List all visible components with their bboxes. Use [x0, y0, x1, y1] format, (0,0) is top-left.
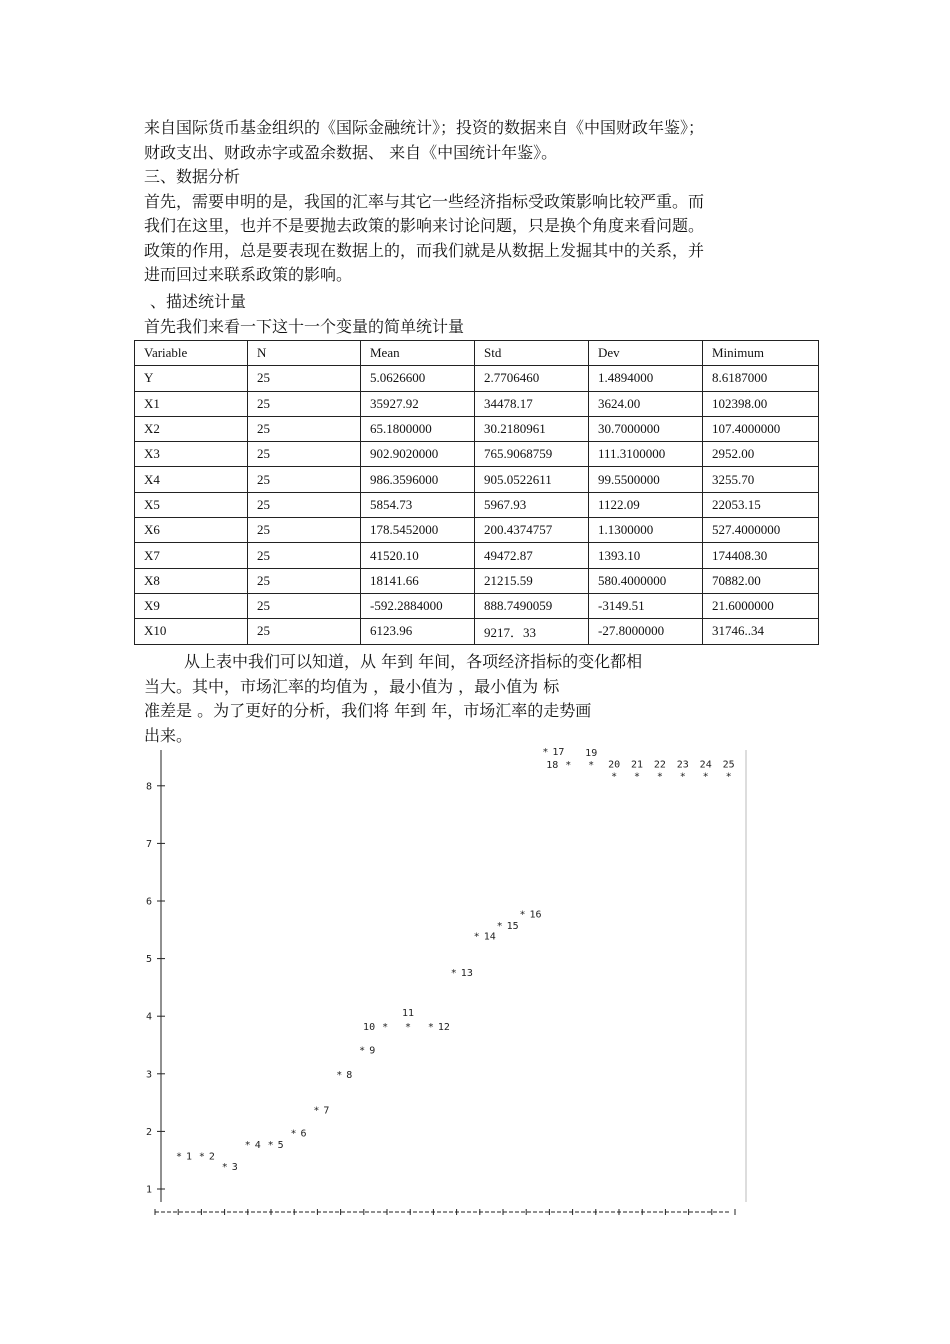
table-cell: 111.3100000: [589, 442, 703, 467]
table-cell: 21215.59: [475, 568, 589, 593]
table-cell: 35927.92: [361, 391, 475, 416]
data-point-marker: *: [198, 1151, 205, 1163]
data-point-marker: *: [565, 759, 572, 771]
data-point-label: 4: [254, 1140, 261, 1152]
table-row: [135, 467, 819, 492]
data-point-marker: *: [679, 771, 686, 783]
header-cell: Dev: [589, 341, 703, 366]
data-point-label: 5: [277, 1140, 284, 1152]
data-point-marker: *: [244, 1140, 251, 1152]
data-point-marker: *: [267, 1140, 274, 1152]
table-cell: 3255.70: [703, 467, 819, 492]
table-cell: X1: [135, 391, 248, 416]
analysis-paragraph: [144, 650, 808, 748]
data-point-marker: *: [221, 1161, 228, 1173]
table-cell: 986.3596000: [361, 467, 475, 492]
analysis-line: 准差是 。为了更好的分析，我们将 年到 年，市场汇率的走势画: [144, 701, 592, 720]
table-row: [135, 568, 819, 593]
data-point-label: 6: [300, 1128, 307, 1140]
table-cell: 49472.87: [475, 543, 589, 568]
analysis-line: 当大。其中，市场汇率的均值为 ，最小值为 ，最小值为 标: [144, 676, 560, 696]
data-point-marker: *: [336, 1069, 343, 1081]
data-point-marker: *: [382, 1021, 389, 1033]
data-point-label: 14: [483, 931, 496, 943]
table-cell: 31746..34: [703, 619, 819, 644]
body-line: 首先，需要申明的是，我国的汇率与其它一些经济指标受政策影响比较严重。而: [144, 191, 705, 211]
table-cell: 25: [248, 518, 361, 543]
table-header-row: [135, 341, 819, 366]
data-point-label: 21: [630, 759, 644, 771]
table-cell: X2: [135, 416, 248, 441]
table-row: [135, 492, 819, 517]
data-point-label: 17: [552, 747, 565, 759]
table-cell: 3624.00: [589, 391, 703, 416]
table-cell: 1393.10: [589, 543, 703, 568]
data-point-label: 18: [546, 759, 559, 771]
analysis-line: 出来。: [144, 725, 193, 745]
intro-line: 来自国际货币基金组织的《国际金融统计》；投资的数据来自《中国财政年鉴》；: [144, 118, 705, 137]
header-cell: Minimum: [703, 341, 819, 366]
subsection: [144, 290, 808, 339]
table-cell: X4: [135, 467, 248, 492]
data-point-marker: *: [702, 771, 709, 783]
data-point-marker: *: [588, 759, 595, 771]
table-cell: 25: [248, 416, 361, 441]
table-row: [135, 442, 819, 467]
table-cell: 99.5500000: [589, 467, 703, 492]
y-tick-label: 7: [145, 838, 152, 850]
header-cell: Mean: [361, 341, 475, 366]
table-cell: 34478.17: [475, 391, 589, 416]
table-lead: 首先我们来看一下这十一个变量的简单统计量: [144, 316, 465, 336]
data-point-label: 19: [585, 747, 598, 759]
table-row: [135, 391, 819, 416]
data-point-marker: *: [175, 1151, 183, 1163]
table-cell: 5854.73: [361, 492, 475, 517]
data-point-label: 22: [653, 759, 666, 771]
table-cell: 2.7706460: [475, 366, 589, 391]
header-cell: N: [248, 341, 361, 366]
data-point-marker: *: [725, 771, 732, 783]
data-point-marker: *: [542, 747, 549, 759]
table-cell: 102398.00: [703, 391, 819, 416]
body-line: 我们在这里，也并不是要抛去政策的影响来讨论问题，只是换个角度来看问题。: [144, 216, 705, 235]
table-cell: 6123.96: [361, 619, 475, 644]
data-point-marker: *: [450, 967, 457, 979]
table-cell: X6: [135, 518, 248, 543]
table-cell: 1122.09: [589, 492, 703, 517]
data-point-marker: *: [633, 771, 641, 783]
data-point-label: 10: [363, 1021, 376, 1033]
data-point-label: 25: [722, 759, 735, 771]
table-cell: 25: [248, 492, 361, 517]
data-point-marker: *: [290, 1128, 297, 1140]
y-tick-label: 1: [145, 1184, 152, 1196]
table-body: [135, 366, 819, 644]
data-point-marker: *: [519, 909, 526, 921]
data-point-label: 8: [346, 1069, 353, 1081]
section-3: [144, 165, 808, 288]
data-point-label: 11: [401, 1007, 415, 1019]
data-point-marker: *: [359, 1045, 366, 1057]
table-cell: X9: [135, 593, 248, 618]
table-cell: 765.9068759: [475, 442, 589, 467]
table-cell: 200.4374757: [475, 518, 589, 543]
table-cell: 2952.00: [703, 442, 819, 467]
table-cell: 1.4894000: [589, 366, 703, 391]
table-cell: 902.9020000: [361, 442, 475, 467]
table-cell: -592.2884000: [361, 593, 475, 618]
table-row: [135, 366, 819, 391]
table-cell: 70882.00: [703, 568, 819, 593]
table-cell: Y: [135, 366, 248, 391]
data-point-label: 15: [506, 921, 519, 933]
y-tick-label: 8: [145, 781, 152, 793]
table-cell: 580.4000000: [589, 568, 703, 593]
table-cell: 1.1300000: [589, 518, 703, 543]
data-point-label: 3: [231, 1161, 238, 1173]
table-cell: X10: [135, 619, 248, 644]
y-tick-label: 6: [145, 896, 152, 908]
table-cell: X5: [135, 492, 248, 517]
analysis-line: 从上表中我们可以知道，从 年到 年间，各项经济指标的变化都相: [184, 652, 643, 671]
y-tick-label: 4: [145, 1011, 152, 1023]
data-point-label: 16: [529, 909, 542, 921]
data-point-label: 7: [323, 1105, 330, 1117]
table-cell: 9217．33: [475, 619, 589, 644]
table-cell: 18141.66: [361, 568, 475, 593]
y-tick-label: 3: [145, 1069, 152, 1081]
data-point-marker: *: [496, 921, 503, 933]
table-row: [135, 593, 819, 618]
statistics-table: [134, 340, 819, 645]
table-cell: 107.4000000: [703, 416, 819, 441]
header-cell: Std: [475, 341, 589, 366]
table-cell: 41520.10: [361, 543, 475, 568]
table-cell: 174408.30: [703, 543, 819, 568]
intro-paragraph: [144, 116, 808, 165]
table-cell: 25: [248, 366, 361, 391]
data-point-label: 1: [186, 1151, 193, 1163]
table-cell: -3149.51: [589, 593, 703, 618]
table-row: [135, 543, 819, 568]
table-cell: 8.6187000: [703, 366, 819, 391]
table-row: [135, 518, 819, 543]
data-point-label: 13: [460, 967, 473, 979]
table-cell: 30.7000000: [589, 416, 703, 441]
body-line: 政策的作用，总是要表现在数据上的，而我们就是从数据上发掘其中的关系，并: [144, 240, 705, 260]
section-heading: 三、数据分析: [144, 167, 241, 186]
table-cell: 25: [248, 467, 361, 492]
intro-line: 财政支出、财政赤字或盈余数据、 来自《中国统计年鉴》。: [144, 142, 558, 162]
table-cell: 30.2180961: [475, 416, 589, 441]
table-cell: 25: [248, 593, 361, 618]
data-point-marker: *: [473, 931, 480, 943]
table-cell: 178.5452000: [361, 518, 475, 543]
table-row: [135, 416, 819, 441]
table-cell: 65.1800000: [361, 416, 475, 441]
table-cell: 21.6000000: [703, 593, 819, 618]
table-cell: 888.7490059: [475, 593, 589, 618]
table-cell: 25: [248, 568, 361, 593]
table-cell: 22053.15: [703, 492, 819, 517]
data-point-label: 12: [437, 1021, 450, 1033]
data-point-label: 23: [676, 759, 689, 771]
table-cell: 25: [248, 391, 361, 416]
data-point-marker: *: [313, 1105, 320, 1117]
data-point-marker: *: [404, 1021, 412, 1033]
table-cell: 5.0626600: [361, 366, 475, 391]
body-line: 进而回过来联系政策的影响。: [144, 265, 353, 284]
y-tick-label: 5: [145, 954, 152, 966]
table-cell: -27.8000000: [589, 619, 703, 644]
data-point-label: 24: [699, 759, 712, 771]
table-cell: X8: [135, 568, 248, 593]
header-cell: Variable: [135, 341, 248, 366]
table-row: [135, 619, 819, 644]
table-cell: 25: [248, 442, 361, 467]
table-cell: 527.4000000: [703, 518, 819, 543]
data-point-marker: *: [611, 771, 618, 783]
data-point-label: 9: [369, 1045, 376, 1057]
table-cell: 25: [248, 543, 361, 568]
subsection-heading: 、描述统计量: [150, 292, 247, 311]
table-cell: 5967.93: [475, 492, 589, 517]
table-cell: 905.0522611: [475, 467, 589, 492]
table-cell: X7: [135, 543, 248, 568]
data-point-label: 20: [608, 759, 621, 771]
exchange-rate-scatter-plot: [134, 742, 754, 1222]
table-cell: X3: [135, 442, 248, 467]
data-point-marker: *: [427, 1021, 434, 1033]
data-point-marker: *: [656, 771, 663, 783]
y-tick-label: 2: [145, 1126, 152, 1138]
data-point-label: 2: [208, 1151, 215, 1163]
table-cell: 25: [248, 619, 361, 644]
